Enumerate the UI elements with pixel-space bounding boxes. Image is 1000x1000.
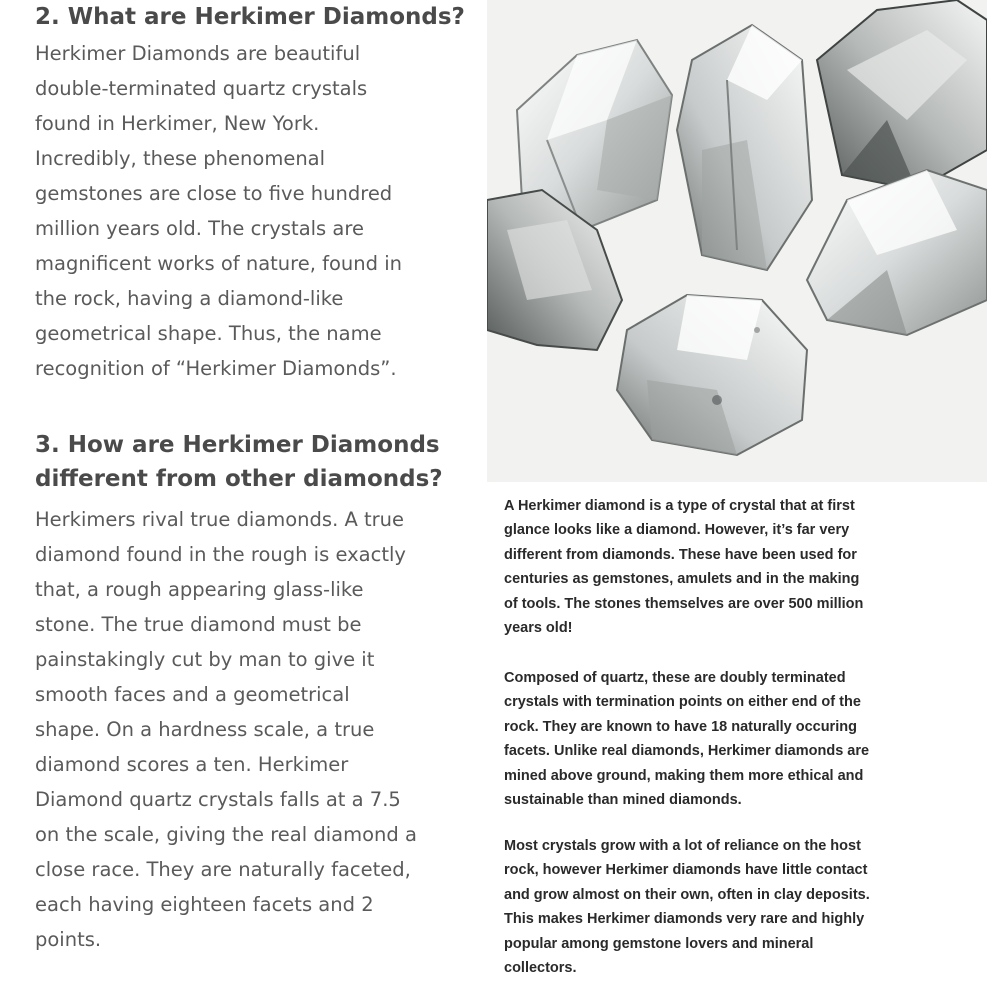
caption-paragraph-3: Most crystals grow with a lot of reliance on the host rock, however Herkimer diamonds have little contact and grow almost on their own, often in clay deposits. This makes Herkimer diamonds very rare and highly popular among gemstone lovers and mineral collectors. [504,838,870,977]
crystal-top-center [677,25,812,270]
caption-paragraph-2: Composed of quartz, these are doubly terminated crystals with termination points on either end of the rock. They are known to have 18 naturally occuring facets. Unlike real diamonds, Herkimer diamonds are mined above ground, making them more ethical and sustainable than mined diamonds. [504,670,870,809]
section-3-body: Herkimers rival true diamonds. A true diamond found in the rough is exactly that, a rough appearing glass-like stone. The true diamond must be painstakingly cut by man to give it smooth faces and a geometrical shape. On a hardness scale, a true diamond scores a ten. Herkimer Diamond quartz crystals falls at a 7.5 on the scale, giving the real diamond a close race. They are naturally faceted, each having eighteen facets and 2 points. [35,508,417,951]
caption-paragraph-1: A Herkimer diamond is a type of crystal that at first glance looks like a diamond. However, it’s far very different from diamonds. These have been used for centuries as gemstones, amulets and in the making of tools. The stones themselves are over 500 million years old! [504,498,864,637]
crystals-illustration [487,0,987,482]
section-2-heading: 2. What are Herkimer Diamonds? [35,4,465,30]
crystals-photo [487,0,987,482]
section-2-body: Herkimer Diamonds are beautiful double-terminated quartz crystals found in Herkimer, New York. Incredibly, these phenomenal gemstones are close to five hundred million years old. The crystals are magnificent works of nature, found in the rock, having a diamond-like geometrical shape. Thus, the name recognition of “Herkimer Diamonds”. [35,42,403,380]
crystal-bottom-center [617,295,807,455]
section-3-heading: 3. How are Herkimer Diamonds different from other diamonds? [35,432,443,492]
